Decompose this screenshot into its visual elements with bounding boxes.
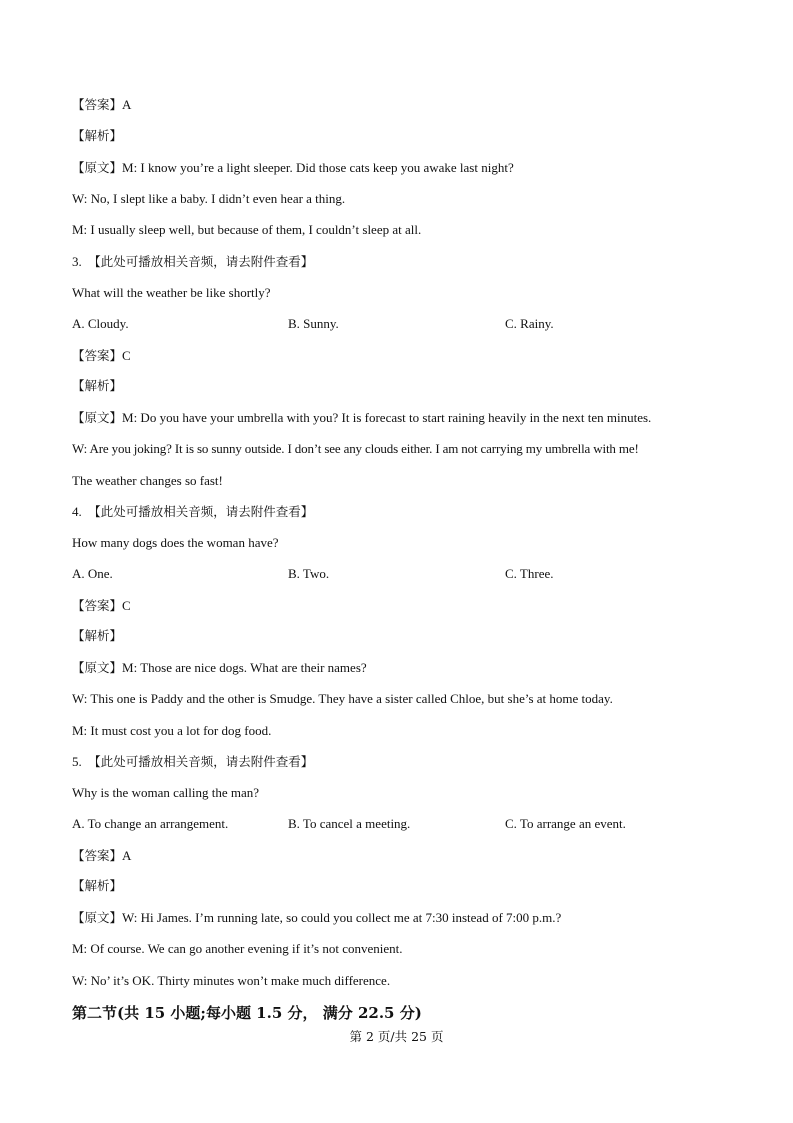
q2-answer: 【答案】A — [72, 97, 132, 112]
q3-transcript-line: The weather changes so fast! — [72, 473, 223, 488]
q2-analysis-label: 【解析】 — [72, 128, 123, 143]
q3-option-a: A. Cloudy. — [72, 316, 129, 331]
q3-analysis-label: 【解析】 — [72, 378, 123, 393]
q5-analysis-label: 【解析】 — [72, 878, 123, 893]
q5-header: 5. 【此处可播放相关音频，请去附件查看】 — [72, 754, 314, 769]
q3-option-b: B. Sunny. — [288, 316, 339, 331]
q5-option-a: A. To change an arrangement. — [72, 816, 229, 831]
q3-option-c: C. Rainy. — [505, 316, 554, 331]
q5-transcript-line: 【原文】W: Hi James. I’m running late, so could you collect me at 7:30 instead of 7:00 p.m.? — [72, 910, 562, 925]
q5-question: Why is the woman calling the man? — [72, 785, 260, 800]
q5-option-b: B. To cancel a meeting. — [288, 816, 411, 831]
q2-transcript-line: M: I usually sleep well, but because of them, I couldn’t sleep at all. — [72, 222, 422, 237]
q3-header: 3. 【此处可播放相关音频，请去附件查看】 — [72, 254, 314, 269]
q5-transcript-line: M: Of course. We can go another evening if it’s not convenient. — [72, 941, 403, 956]
q2-transcript-line: W: No, I slept like a baby. I didn’t even hear a thing. — [72, 191, 346, 206]
q2-transcript-line: 【原文】M: I know you’re a light sleeper. Did those cats keep you awake last night? — [72, 160, 514, 175]
q4-transcript-line: M: It must cost you a lot for dog food. — [72, 723, 272, 738]
q4-question: How many dogs does the woman have? — [72, 535, 279, 550]
q3-transcript-line: 【原文】M: Do you have your umbrella with you? It is forecast to start raining heavily in the next ten minutes. — [72, 410, 652, 425]
q4-transcript-line: 【原文】M: Those are nice dogs. What are their names? — [72, 660, 367, 675]
q4-answer: 【答案】C — [72, 598, 131, 613]
q4-option-c: C. Three. — [505, 566, 554, 581]
q3-transcript-line: W: Are you joking? It is so sunny outside. I don’t see any clouds either. I am not carrying my umbrella with me! — [72, 441, 639, 456]
q4-transcript-line: W: This one is Paddy and the other is Smudge. They have a sister called Chloe, but she’s at home today. — [72, 691, 613, 706]
q3-answer: 【答案】C — [72, 348, 131, 363]
q4-header: 4. 【此处可播放相关音频，请去附件查看】 — [72, 504, 314, 519]
q4-analysis-label: 【解析】 — [72, 628, 123, 643]
q4-option-b: B. Two. — [288, 566, 330, 581]
q3-question: What will the weather be like shortly? — [72, 285, 271, 300]
page-footer: 第 2 页/共 25 页 — [349, 1029, 444, 1044]
q4-option-a: A. One. — [72, 566, 113, 581]
q5-answer: 【答案】A — [72, 848, 132, 863]
q5-transcript-line: W: No’ it’s OK. Thirty minutes won’t make much difference. — [72, 973, 391, 988]
section-heading: 第二节(共 15 小题;每小题 1.5 分， 满分 22.5 分) — [72, 1004, 422, 1022]
q5-option-c: C. To arrange an event. — [505, 816, 626, 831]
